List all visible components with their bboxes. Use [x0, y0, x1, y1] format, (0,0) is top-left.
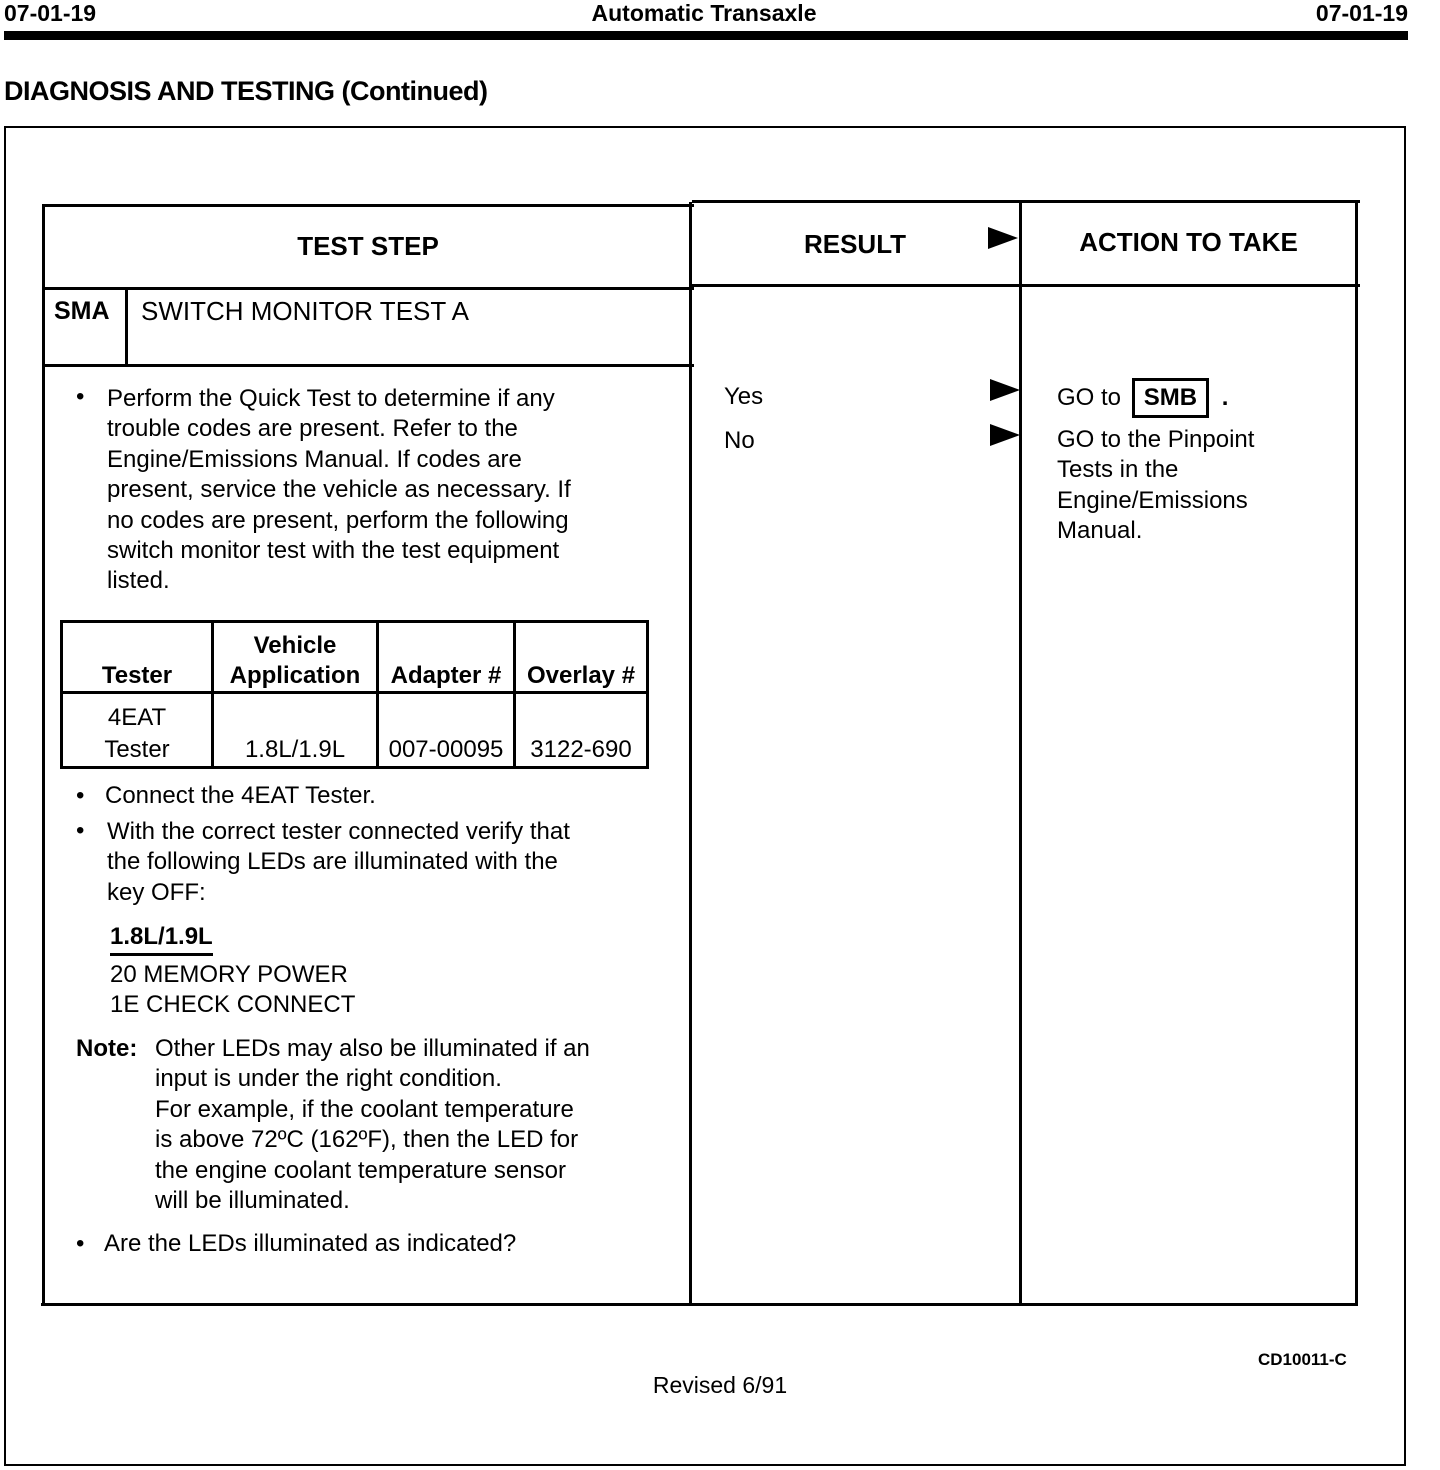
instruction-line: Perform the Quick Test to determine if any [107, 385, 555, 412]
instruction-line: switch monitor test with the test equipment [107, 537, 560, 565]
column-header-action: ACTION TO TAKE [1079, 227, 1298, 257]
question-text: Are the LEDs illuminated as indicated? [104, 1230, 517, 1257]
table-top-border [42, 204, 694, 207]
step-title: SWITCH MONITOR TEST A [141, 296, 469, 326]
note-line: is above 72ºC (162ºF), then the LED for [155, 1126, 579, 1154]
page-header-title: Automatic Transaxle [591, 0, 817, 26]
table-left-border [42, 204, 45, 1306]
cell-line: 4EAT [107, 704, 167, 731]
action-period: . [1221, 384, 1229, 411]
note-line: For example, if the coolant temperature [155, 1095, 574, 1123]
result-no: No [724, 427, 755, 454]
note-text [155, 1034, 680, 1216]
header-line: Application [229, 662, 361, 689]
figure-code: CD10011-C [1258, 1350, 1347, 1369]
yes-arrow-icon [990, 379, 1020, 401]
led-item: 20 MEMORY POWER [110, 961, 348, 988]
tester-table-header-row [62, 622, 648, 693]
page-code-left: 07-01-19 [4, 0, 97, 26]
instruction-line: listed. [107, 567, 170, 595]
bullet-icon: • [76, 817, 85, 844]
tester-cell [62, 693, 213, 768]
action-column-divider [1019, 200, 1022, 1306]
smb-reference: SMB [1132, 378, 1209, 418]
vehicle-application-header [213, 622, 378, 693]
bullet-icon: • [76, 782, 85, 809]
revision-note: Revised 6/91 [652, 1372, 788, 1398]
overlay-header: Overlay # [515, 622, 648, 693]
note-line: will be illuminated. [155, 1187, 350, 1215]
instruction-quick-test [107, 384, 677, 597]
note-label: Note: [76, 1035, 138, 1062]
step-code-divider [125, 287, 128, 367]
tester-header: Tester [62, 622, 213, 693]
table-bottom-border [41, 1303, 1355, 1306]
header-bottom-border-right [692, 284, 1360, 287]
action-line: Manual. [1057, 517, 1143, 545]
tester-table-row [62, 693, 648, 768]
no-arrow-icon [990, 424, 1020, 446]
engine-label: 1.8L/1.9L [110, 923, 213, 956]
step-code: SMA [54, 297, 110, 325]
instruction-line: no codes are present, perform the following [107, 506, 569, 534]
instruction-line: With the correct tester connected verify that [107, 818, 570, 845]
bullet-icon: • [76, 1230, 85, 1257]
note-line: the engine coolant temperature sensor [155, 1156, 566, 1184]
instruction-line: the following LEDs are illuminated with the [107, 848, 558, 876]
result-arrow-icon [988, 227, 1018, 249]
instruction-verify-leds [107, 817, 677, 908]
led-item: 1E CHECK CONNECT [110, 991, 356, 1019]
adapter-cell: 007-00095 [378, 693, 515, 768]
tester-table [60, 620, 649, 769]
page-code-right: 07-01-19 [1315, 0, 1408, 26]
header-line: Vehicle [253, 632, 337, 659]
action-line: GO to the Pinpoint [1057, 426, 1255, 453]
instruction-line: trouble codes are present. Refer to the [107, 415, 518, 443]
instruction-line: Engine/Emissions Manual. If codes are [107, 445, 522, 473]
note-line: Other LEDs may also be illuminated if an [155, 1035, 590, 1062]
action-go-to: GO to [1057, 384, 1122, 411]
action-no [1057, 425, 1347, 547]
table-right-border [1355, 200, 1358, 1306]
column-header-result: RESULT [803, 229, 907, 259]
table-top-border-right [692, 200, 1360, 203]
note-line: input is under the right condition. [155, 1065, 502, 1093]
result-column-divider [689, 202, 692, 1306]
header-bottom-border [42, 287, 694, 290]
overlay-cell: 3122-690 [515, 693, 648, 768]
instruction-connect-tester: Connect the 4EAT Tester. [105, 782, 376, 809]
cell-line: Tester [104, 736, 170, 763]
result-yes: Yes [724, 383, 764, 410]
header-rule [4, 31, 1408, 40]
step-title-bottom-border [42, 364, 694, 367]
instruction-line: key OFF: [107, 878, 206, 906]
bullet-icon: • [76, 383, 85, 410]
action-yes [1057, 378, 1228, 418]
led-list [110, 960, 355, 1021]
action-line: Engine/Emissions [1057, 486, 1248, 514]
vehicle-application-cell: 1.8L/1.9L [213, 693, 378, 768]
instruction-line: present, service the vehicle as necessary. If [107, 476, 571, 504]
section-title: DIAGNOSIS AND TESTING (Continued) [4, 76, 488, 106]
adapter-header: Adapter # [378, 622, 515, 693]
action-line: Tests in the [1057, 456, 1179, 484]
column-header-test-step: TEST STEP [297, 231, 439, 261]
